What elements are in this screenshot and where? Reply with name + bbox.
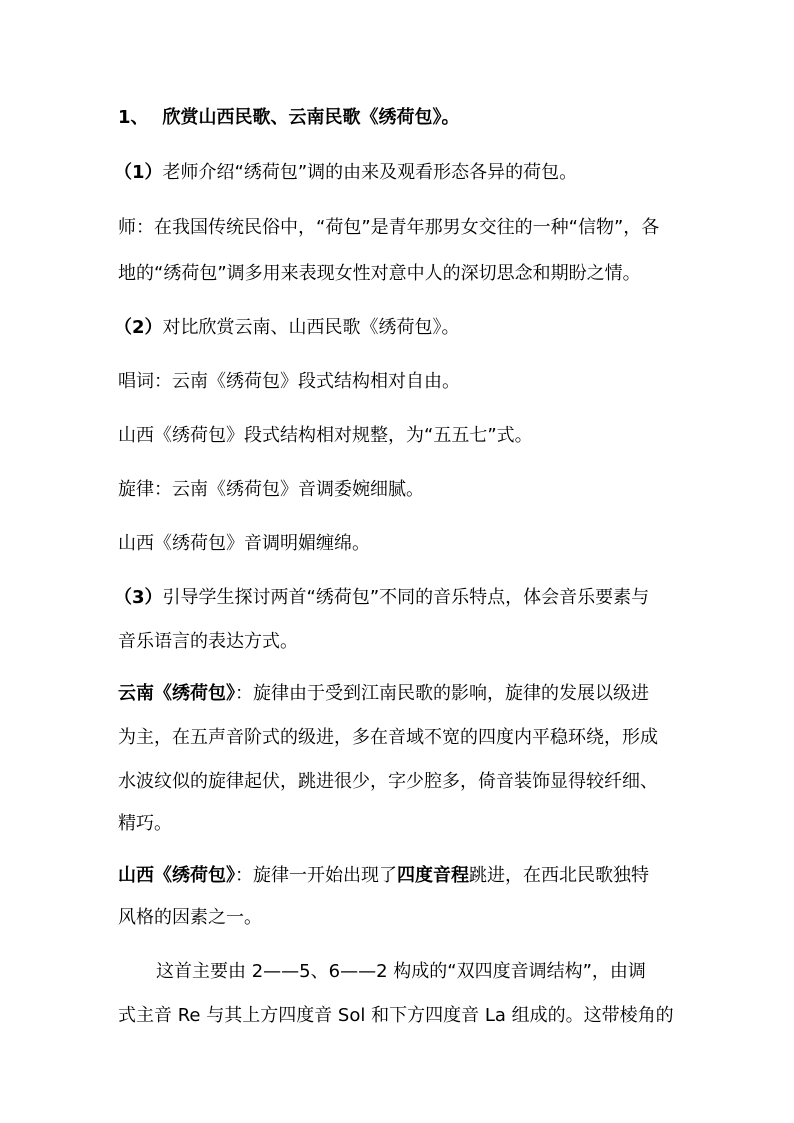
yunnan-analysis-line-1 bbox=[118, 682, 649, 706]
lyrics-shanxi: 山西《绣荷包》段式结构相对规整，为“五五七”式。 bbox=[118, 425, 533, 446]
heading-text: 欣赏山西民歌、云南民歌《绣荷包》。 bbox=[162, 107, 460, 128]
section-3-line-2: 音乐语言的表达方式。 bbox=[118, 631, 298, 652]
section-2-number: （2） bbox=[114, 317, 163, 338]
shanxi-line-1-post: 跳进，在西北民歌独特 bbox=[469, 865, 649, 886]
teacher-line-1: 师：在我国传统民俗中，“荷包”是青年那男女交往的一种“信物”，各 bbox=[118, 217, 660, 238]
melody-yunnan: 旋律：云南《绣荷包》音调委婉细腻。 bbox=[118, 479, 424, 500]
melody-shanxi: 山西《绣荷包》音调明媚缠绵。 bbox=[118, 533, 370, 554]
section-2-text: 对比欣赏云南、山西民歌《绣荷包》。 bbox=[162, 317, 460, 338]
heading bbox=[118, 106, 460, 130]
section-3-number: （3） bbox=[114, 587, 163, 608]
yunnan-label: 云南《绣荷包》 bbox=[118, 683, 235, 704]
yunnan-line-1-text: ：旋律由于受到江南民歌的影响，旋律的发展以级进 bbox=[235, 683, 649, 704]
lyrics-yunnan: 唱词：云南《绣荷包》段式结构相对自由。 bbox=[118, 371, 460, 392]
section-1 bbox=[114, 161, 577, 185]
section-3-line-1 bbox=[114, 586, 649, 610]
yunnan-analysis-line-2: 为主，在五声音阶式的级进，多在音域不宽的四度内平稳环绕，形成 bbox=[118, 727, 658, 748]
shanxi-analysis-line-2: 风格的因素之一。 bbox=[118, 907, 262, 928]
section-1-text: 老师介绍“绣荷包”调的由来及观看形态各异的荷包。 bbox=[162, 162, 578, 183]
final-paragraph-line-1: 这首主要由 2——5、6——2 构成的“双四度音调结构”，由调 bbox=[156, 961, 646, 982]
section-3-text: 引导学生探讨两首“绣荷包”不同的音乐特点，体会音乐要素与 bbox=[162, 587, 650, 608]
shanxi-label: 山西《绣荷包》 bbox=[118, 865, 235, 886]
shanxi-line-1-pre: ：旋律一开始出现了 bbox=[235, 865, 397, 886]
yunnan-analysis-line-3: 水波纹似的旋律起伏，跳进很少，字少腔多，倚音装饰显得较纤细、 bbox=[118, 771, 658, 792]
shanxi-analysis-line-1 bbox=[118, 864, 649, 888]
shanxi-line-1-bold: 四度音程 bbox=[397, 865, 469, 886]
final-paragraph-line-2: 式主音 Re 与其上方四度音 Sol 和下方四度音 La 组成的。这带棱角的 bbox=[118, 1005, 674, 1026]
section-2 bbox=[114, 316, 460, 340]
heading-number: 1、 bbox=[118, 107, 149, 128]
yunnan-analysis-line-4: 精巧。 bbox=[118, 813, 172, 834]
teacher-line-2: 地的“绣荷包”调多用来表现女性对意中人的深切思念和期盼之情。 bbox=[118, 263, 641, 284]
section-1-number: （1） bbox=[114, 162, 163, 183]
